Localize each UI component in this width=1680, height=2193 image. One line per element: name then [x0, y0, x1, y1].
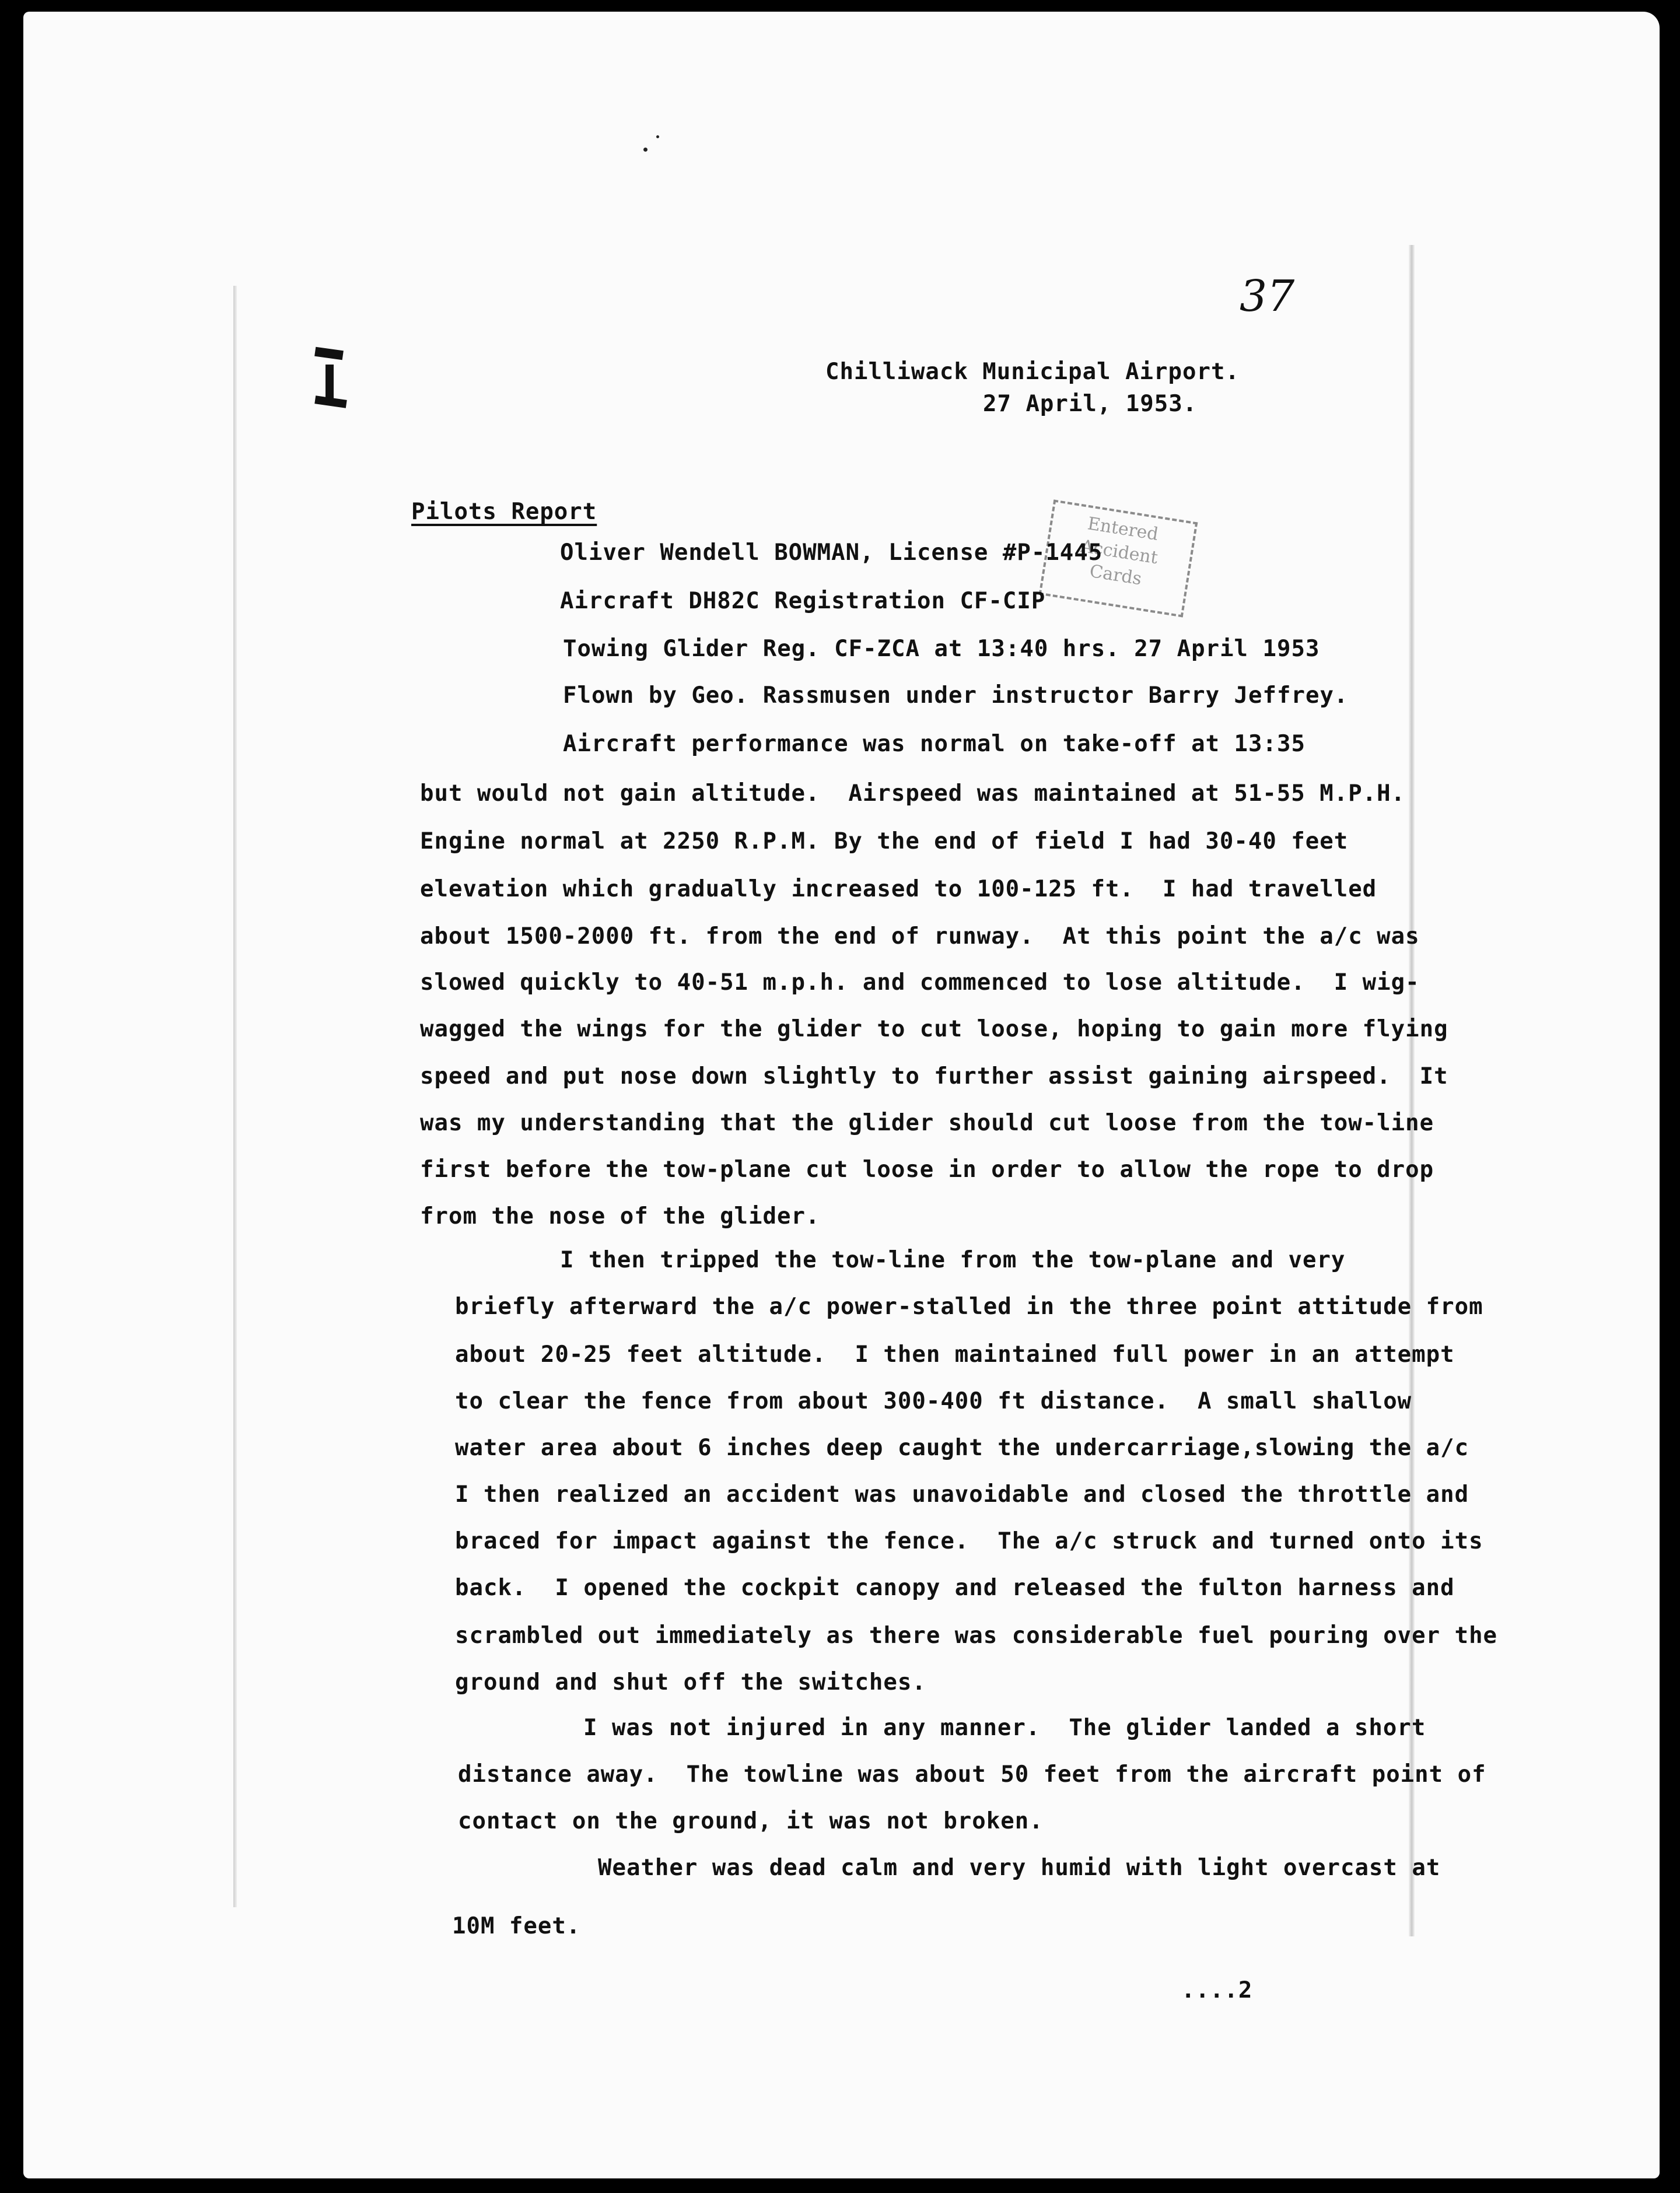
paragraph-line: Weather was dead calm and very humid with light overcast at	[598, 1855, 1441, 1881]
paragraph-line: I was not injured in any manner. The glider landed a short	[583, 1715, 1426, 1741]
paragraph-line: elevation which gradually increased to 100-125 ft. I had travelled	[420, 876, 1377, 902]
scan-speck	[643, 148, 648, 152]
paragraph-line: to clear the fence from about 300-400 ft distance. A small shallow	[455, 1388, 1412, 1414]
scan-edge-left	[233, 286, 237, 1907]
scan-edge-right	[1409, 245, 1415, 1936]
paragraph-line: 10M feet.	[452, 1913, 581, 1939]
stamp-line: Entered	[1086, 513, 1160, 545]
scan-speck	[656, 135, 659, 138]
paragraph-line: first before the tow-plane cut loose in order to allow the rope to drop	[420, 1157, 1434, 1183]
punch-mark	[314, 395, 346, 408]
report-title: Pilots Report	[411, 499, 597, 525]
paragraph-line: I then realized an accident was unavoidable and closed the throttle and	[455, 1481, 1469, 1508]
stamp-line: Cards	[1088, 560, 1143, 590]
towing-line: Towing Glider Reg. CF-ZCA at 13:40 hrs. 27 April 1953	[563, 636, 1320, 662]
paragraph-line: braced for impact against the fence. The a/c struck and turned onto its	[455, 1528, 1483, 1554]
paragraph-line: I then tripped the tow-line from the tow-plane and very	[560, 1247, 1346, 1273]
aircraft-line: Aircraft DH82C Registration CF-CIP	[560, 588, 1046, 614]
punch-mark	[314, 347, 344, 360]
paragraph-line: wagged the wings for the glider to cut loose, hoping to gain more flying	[420, 1016, 1448, 1042]
paragraph-line: about 20-25 feet altitude. I then maintained full power in an attempt	[455, 1341, 1455, 1368]
continuation-marker: ....2	[1181, 1977, 1253, 2003]
paragraph-line: but would not gain altitude. Airspeed was maintained at 51-55 M.P.H.	[420, 780, 1406, 807]
paragraph-line: contact on the ground, it was not broken.	[458, 1808, 1044, 1834]
flown-line: Flown by Geo. Rassmusen under instructor Barry Jeffrey.	[563, 682, 1349, 709]
paragraph-line: was my understanding that the glider should cut loose from the tow-line	[420, 1110, 1434, 1136]
paragraph-line: water area about 6 inches deep caught the undercarriage,slowing the a/c	[455, 1435, 1469, 1461]
paragraph-line: ground and shut off the switches.	[455, 1669, 926, 1695]
paragraph-line: about 1500-2000 ft. from the end of runway. At this point the a/c was	[420, 923, 1420, 950]
paragraph-line: scrambled out immediately as there was considerable fuel pouring over the	[455, 1623, 1498, 1649]
paragraph-line: distance away. The towline was about 50 feet from the aircraft point of	[458, 1761, 1486, 1788]
handwritten-page-number: 37	[1240, 271, 1295, 321]
paragraph-line: Aircraft performance was normal on take-off at 13:35	[563, 731, 1306, 757]
punch-mark	[326, 365, 334, 401]
paragraph-line: back. I opened the cockpit canopy and released the fulton harness and	[455, 1575, 1455, 1601]
paragraph-line: Engine normal at 2250 R.P.M. By the end of field I had 30-40 feet	[420, 828, 1349, 854]
paragraph-line: from the nose of the glider.	[420, 1203, 820, 1229]
document-page	[23, 12, 1660, 2178]
paragraph-line: speed and put nose down slightly to further assist gaining airspeed. It	[420, 1063, 1448, 1090]
header-date: 27 April, 1953.	[983, 391, 1198, 417]
paragraph-line: slowed quickly to 40-51 m.p.h. and commenced to lose altitude. I wig-	[420, 969, 1420, 996]
header-location: Chilliwack Municipal Airport.	[825, 359, 1240, 385]
paragraph-line: briefly afterward the a/c power-stalled in the three point attitude from	[455, 1294, 1483, 1320]
stamp-line: Accident	[1079, 535, 1160, 569]
pilot-line: Oliver Wendell BOWMAN, License #P-1445	[560, 540, 1103, 566]
